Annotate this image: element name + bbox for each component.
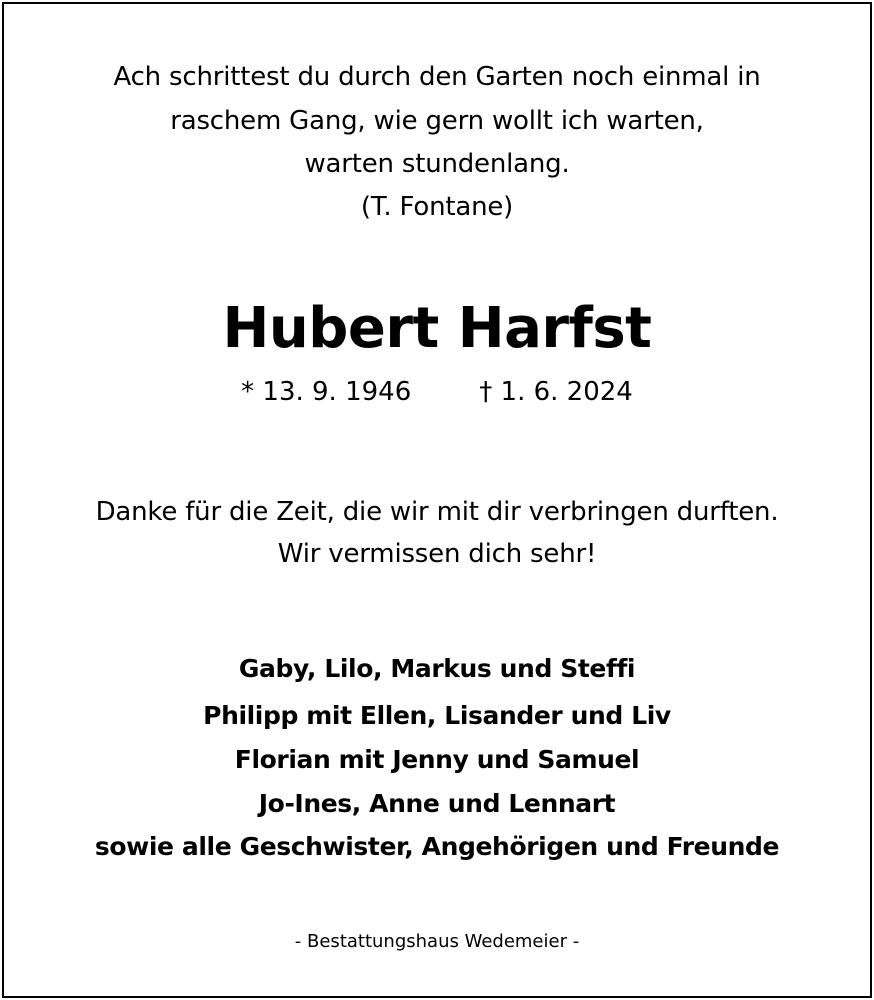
thanks-line-2: Wir vermissen dich sehr! — [277, 539, 597, 569]
family-line-2: Philipp mit Ellen, Lisander und Liv — [203, 701, 671, 730]
deceased-name: Hubert Harfst — [222, 296, 652, 361]
poem-line-2: raschem Gang, wie gern wollt ich warten, — [170, 106, 704, 136]
funeral-home-footer: - Bestattungshaus Wedemeier - — [294, 931, 580, 952]
death-date: † 1. 6. 2024 — [479, 377, 633, 407]
family-line-4: Jo-Ines, Anne und Lennart — [258, 789, 616, 818]
poem-line-1: Ach schrittest du durch den Garten noch einmal in — [113, 62, 761, 92]
poem-line-3: warten stundenlang. — [304, 149, 570, 179]
birth-date: * 13. 9. 1946 — [241, 377, 412, 407]
family-line-3: Florian mit Jenny und Samuel — [234, 745, 640, 774]
life-dates — [0, 372, 874, 412]
thanks-line-1: Danke für die Zeit, die wir mit dir verbringen durften. — [95, 497, 779, 527]
poem-attribution: (T. Fontane) — [360, 192, 514, 222]
family-line-1: Gaby, Lilo, Markus und Steffi — [238, 654, 636, 683]
family-line-5: sowie alle Geschwister, Angehörigen und Freunde — [94, 832, 780, 861]
